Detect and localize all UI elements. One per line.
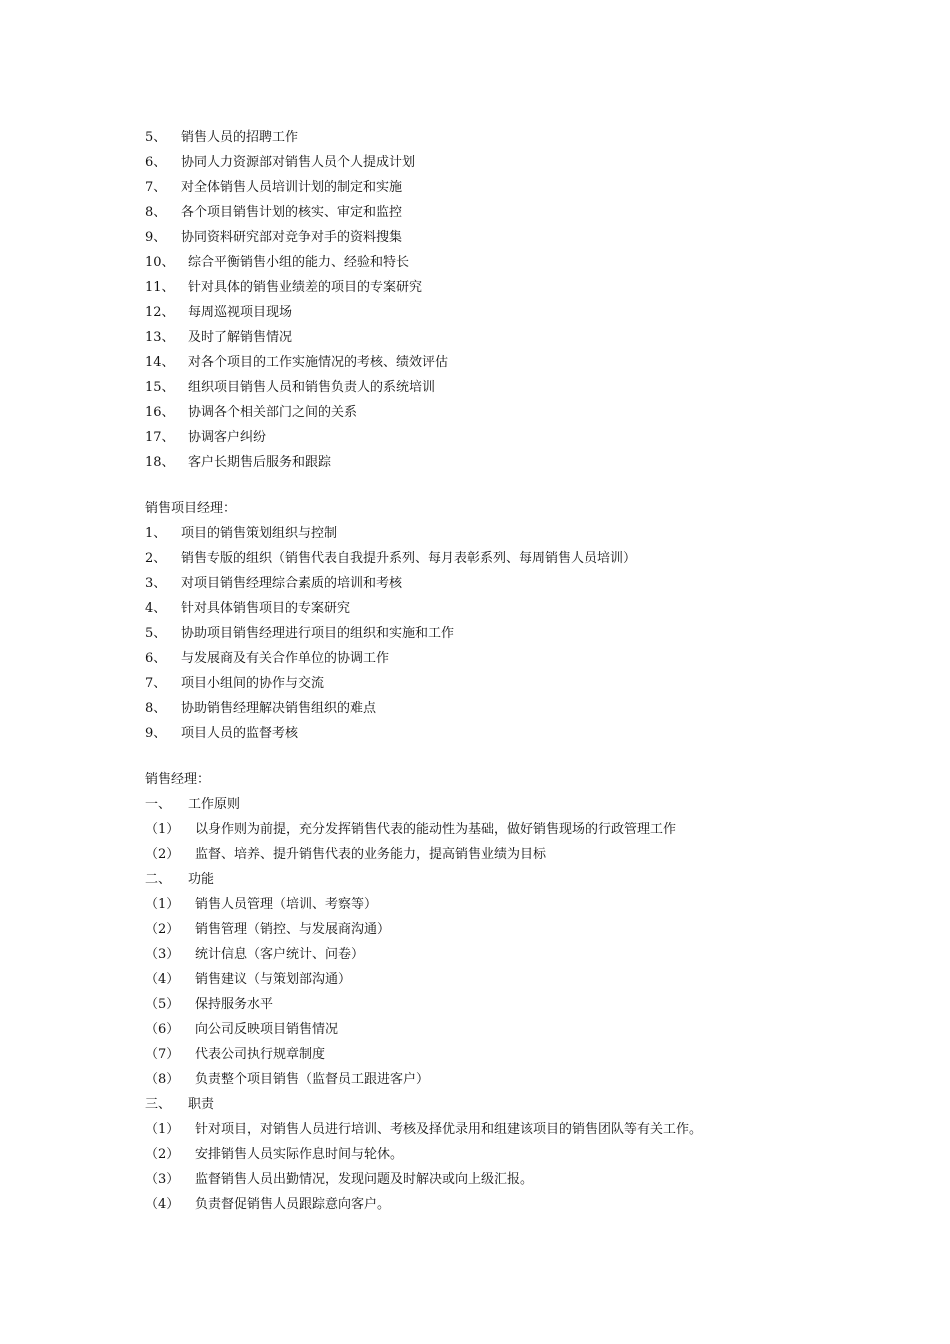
list-item: [145, 842, 925, 867]
item-number: 6、: [145, 155, 167, 170]
list-item: [145, 275, 925, 300]
section-project-manager: [145, 496, 925, 746]
item-text: 销售人员的招聘工作: [181, 130, 299, 145]
subsection-heading: [145, 792, 925, 817]
item-text: 安排销售人员实际作息时间与轮休。: [195, 1147, 404, 1162]
list-item: [145, 325, 925, 350]
item-text: 代表公司执行规章制度: [195, 1047, 326, 1062]
item-number: 7、: [145, 676, 167, 691]
list-item: [145, 521, 925, 546]
item-number: （2）: [145, 847, 180, 862]
item-text: 组织项目销售人员和销售负责人的系统培训: [188, 380, 436, 395]
subsection-number: 三、: [145, 1097, 172, 1112]
item-text: 向公司反映项目销售情况: [195, 1022, 339, 1037]
item-number: （1）: [145, 1122, 180, 1137]
item-number: 17、: [145, 430, 175, 445]
item-text: 协同人力资源部对销售人员个人提成计划: [181, 155, 416, 170]
item-text: 对全体销售人员培训计划的制定和实施: [181, 180, 403, 195]
section-sales-manager: [145, 767, 925, 1217]
item-number: 2、: [145, 551, 167, 566]
list-item: [145, 696, 925, 721]
item-number: （3）: [145, 1172, 180, 1187]
item-number: 14、: [145, 355, 175, 370]
item-number: 3、: [145, 576, 167, 591]
item-text: 协同资料研究部对竞争对手的资料搜集: [181, 230, 403, 245]
item-number: （2）: [145, 922, 180, 937]
item-text: 销售人员管理（培训、考察等）: [195, 897, 378, 912]
item-number: 12、: [145, 305, 175, 320]
item-number: 5、: [145, 626, 167, 641]
list-item: [145, 1192, 925, 1217]
item-number: 8、: [145, 205, 167, 220]
list-item: [145, 1042, 925, 1067]
list-item: [145, 917, 925, 942]
subsection-number: 一、: [145, 797, 172, 812]
section-title: 销售经理：: [145, 772, 211, 787]
item-text: 对项目销售经理综合素质的培训和考核: [181, 576, 403, 591]
list-item: [145, 621, 925, 646]
item-number: 15、: [145, 380, 175, 395]
list-item: [145, 200, 925, 225]
list-item: [145, 546, 925, 571]
list-sales-director-duties: [145, 125, 925, 475]
item-number: （4）: [145, 1197, 180, 1212]
item-number: （8）: [145, 1072, 180, 1087]
item-text: 销售专版的组织（销售代表自我提升系列、每月表彰系列、每周销售人员培训）: [181, 551, 637, 566]
item-number: 5、: [145, 130, 167, 145]
item-number: （5）: [145, 997, 180, 1012]
item-text: 每周巡视项目现场: [188, 305, 293, 320]
list-item: [145, 671, 925, 696]
section-title: 销售项目经理：: [145, 501, 237, 516]
list-item: [145, 400, 925, 425]
list-item: [145, 1167, 925, 1192]
item-number: （4）: [145, 972, 180, 987]
item-text: 针对具体销售项目的专案研究: [181, 601, 351, 616]
item-text: 针对具体的销售业绩差的项目的专案研究: [188, 280, 423, 295]
list-item: [145, 250, 925, 275]
item-text: 项目小组间的协作与交流: [181, 676, 325, 691]
list-item: [145, 375, 925, 400]
item-number: 8、: [145, 701, 167, 716]
item-number: 13、: [145, 330, 175, 345]
item-number: （1）: [145, 822, 180, 837]
item-text: 协助项目销售经理进行项目的组织和实施和工作: [181, 626, 455, 641]
item-text: 项目人员的监督考核: [181, 726, 299, 741]
item-text: 负责督促销售人员跟踪意向客户。: [195, 1197, 391, 1212]
list-item: [145, 1017, 925, 1042]
list-item: [145, 350, 925, 375]
subsection-title: 功能: [188, 872, 215, 887]
list-item: [145, 300, 925, 325]
item-number: 10、: [145, 255, 175, 270]
subsection-heading: [145, 867, 925, 892]
item-number: 6、: [145, 651, 167, 666]
item-text: 协调客户纠纷: [188, 430, 267, 445]
item-text: 及时了解销售情况: [188, 330, 293, 345]
list-item: [145, 992, 925, 1017]
item-text: 与发展商及有关合作单位的协调工作: [181, 651, 390, 666]
item-number: 7、: [145, 180, 167, 195]
item-text: 协助销售经理解决销售组织的难点: [181, 701, 377, 716]
subsection-heading: [145, 1092, 925, 1117]
item-text: 针对项目，对销售人员进行培训、考核及择优录用和组建该项目的销售团队等有关工作。: [195, 1122, 703, 1137]
list-item: [145, 1067, 925, 1092]
item-text: 统计信息（客户统计、问卷）: [195, 947, 365, 962]
item-text: 监督销售人员出勤情况，发现问题及时解决或向上级汇报。: [195, 1172, 534, 1187]
item-number: 11、: [145, 280, 175, 295]
list-item: [145, 646, 925, 671]
item-text: 以身作则为前提，充分发挥销售代表的能动性为基础，做好销售现场的行政管理工作: [195, 822, 677, 837]
list-item: [145, 1142, 925, 1167]
item-text: 综合平衡销售小组的能力、经验和特长: [188, 255, 410, 270]
list-item: [145, 571, 925, 596]
item-number: 18、: [145, 455, 175, 470]
list-item: [145, 125, 925, 150]
item-number: （6）: [145, 1022, 180, 1037]
subsection-title: 职责: [188, 1097, 215, 1112]
item-number: （2）: [145, 1147, 180, 1162]
item-text: 销售管理（销控、与发展商沟通）: [195, 922, 391, 937]
subsection-title: 工作原则: [188, 797, 241, 812]
list-item: [145, 175, 925, 200]
item-text: 项目的销售策划组织与控制: [181, 526, 338, 541]
list-item: [145, 150, 925, 175]
item-text: 保持服务水平: [195, 997, 274, 1012]
list-item: [145, 450, 925, 475]
subsection-number: 二、: [145, 872, 172, 887]
list-item: [145, 942, 925, 967]
item-text: 协调各个相关部门之间的关系: [188, 405, 358, 420]
item-number: 9、: [145, 230, 167, 245]
item-number: （1）: [145, 897, 180, 912]
item-text: 负责整个项目销售（监督员工跟进客户）: [195, 1072, 430, 1087]
list-item: [145, 967, 925, 992]
item-text: 各个项目销售计划的核实、审定和监控: [181, 205, 403, 220]
list-item: [145, 817, 925, 842]
item-text: 客户长期售后服务和跟踪: [188, 455, 332, 470]
list-item: [145, 225, 925, 250]
list-item: [145, 425, 925, 450]
list-item: [145, 892, 925, 917]
item-number: 16、: [145, 405, 175, 420]
item-text: 监督、培养、提升销售代表的业务能力，提高销售业绩为目标: [195, 847, 547, 862]
item-number: 4、: [145, 601, 167, 616]
item-text: 对各个项目的工作实施情况的考核、绩效评估: [188, 355, 449, 370]
item-number: （3）: [145, 947, 180, 962]
list-item: [145, 721, 925, 746]
list-item: [145, 1117, 925, 1142]
item-text: 销售建议（与策划部沟通）: [195, 972, 352, 987]
item-number: 1、: [145, 526, 167, 541]
item-number: 9、: [145, 726, 167, 741]
item-number: （7）: [145, 1047, 180, 1062]
list-item: [145, 596, 925, 621]
